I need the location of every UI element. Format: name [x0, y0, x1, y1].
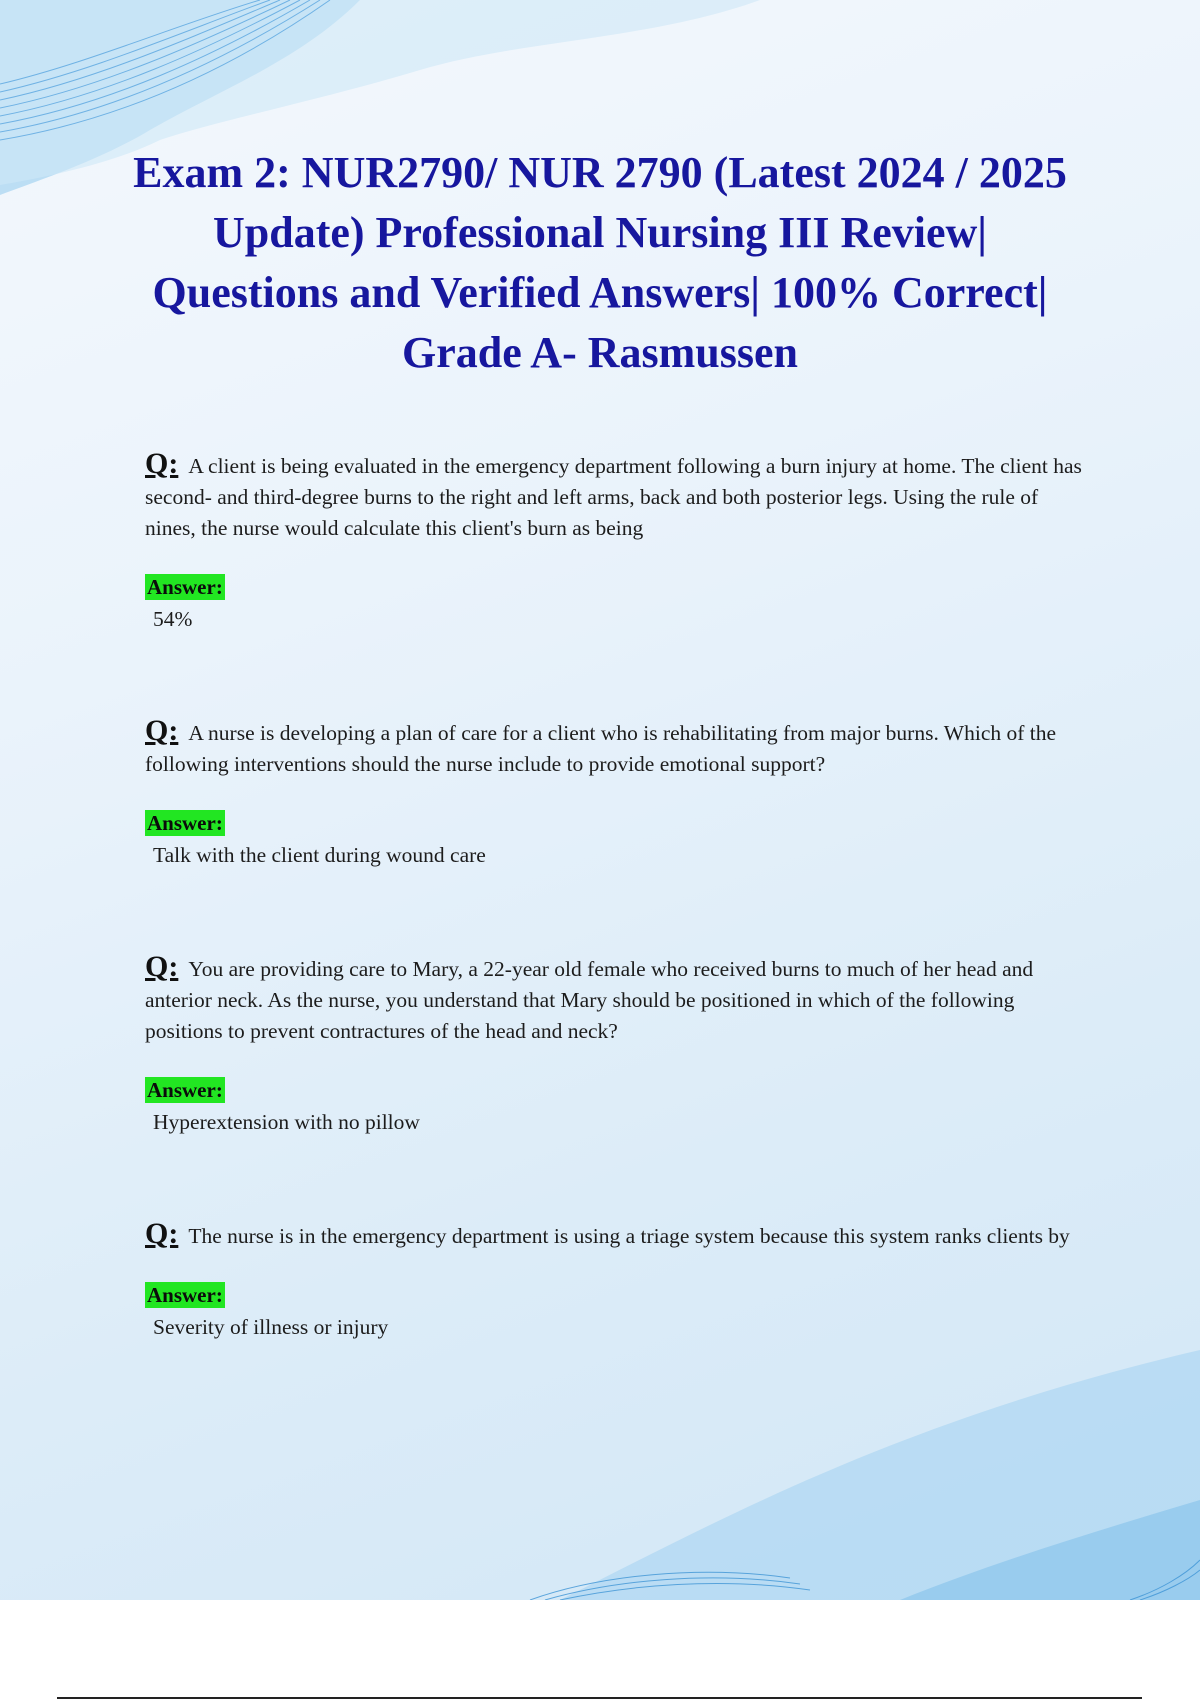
answer-label: Answer: — [147, 811, 223, 835]
qa-item — [145, 448, 1090, 635]
question-label: Q: — [145, 714, 179, 747]
document-title: Exam 2: NUR2790/ NUR 2790 (Latest 2024 / 2025 Update) Professional Nursing III Review| Questions and Verified Answers| 100% Correct| Grade A- Rasmussen — [133, 148, 1067, 377]
question-label: Q: — [145, 1217, 179, 1250]
answer-block — [145, 1280, 1090, 1343]
answer-label: Answer: — [147, 1283, 223, 1307]
question-text: A nurse is developing a plan of care for a client who is rehabilitating from major burns. Which of the following interventions should the nurse include to provide emotional support? — [145, 721, 1057, 776]
qa-item — [145, 715, 1090, 871]
question-text: The nurse is in the emergency department is using a triage system because this system ranks clients by — [188, 1224, 1070, 1248]
question-label: Q: — [145, 447, 179, 480]
question — [145, 448, 1090, 544]
answer-block — [145, 808, 1090, 871]
question — [145, 715, 1090, 780]
answer-block — [145, 572, 1090, 635]
answer-text: Severity of illness or injury — [153, 1315, 389, 1339]
answer-block — [145, 1075, 1090, 1138]
question-text: A client is being evaluated in the emergency department following a burn injury at home. The client has second- and third-degree burns to the right and left arms, back and both posterior legs. Using the rule of nines, the nurse would calculate this client's burn as being — [145, 454, 1082, 540]
answer-label: Answer: — [147, 1078, 223, 1102]
qa-list — [145, 448, 1090, 1343]
question — [145, 951, 1090, 1047]
answer-text: 54% — [153, 607, 193, 631]
qa-item — [145, 1218, 1090, 1343]
answer-text: Talk with the client during wound care — [153, 843, 486, 867]
question-text: You are providing care to Mary, a 22-year old female who received burns to much of her head and anterior neck. As the nurse, you understand that Mary should be positioned in which of the following positions to prevent contractures of the head and neck? — [145, 957, 1034, 1043]
question-label: Q: — [145, 950, 179, 983]
answer-text: Hyperextension with no pillow — [153, 1110, 420, 1134]
answer-label: Answer: — [147, 575, 223, 599]
qa-item — [145, 951, 1090, 1138]
footer-divider — [57, 1697, 1142, 1699]
question — [145, 1218, 1090, 1252]
